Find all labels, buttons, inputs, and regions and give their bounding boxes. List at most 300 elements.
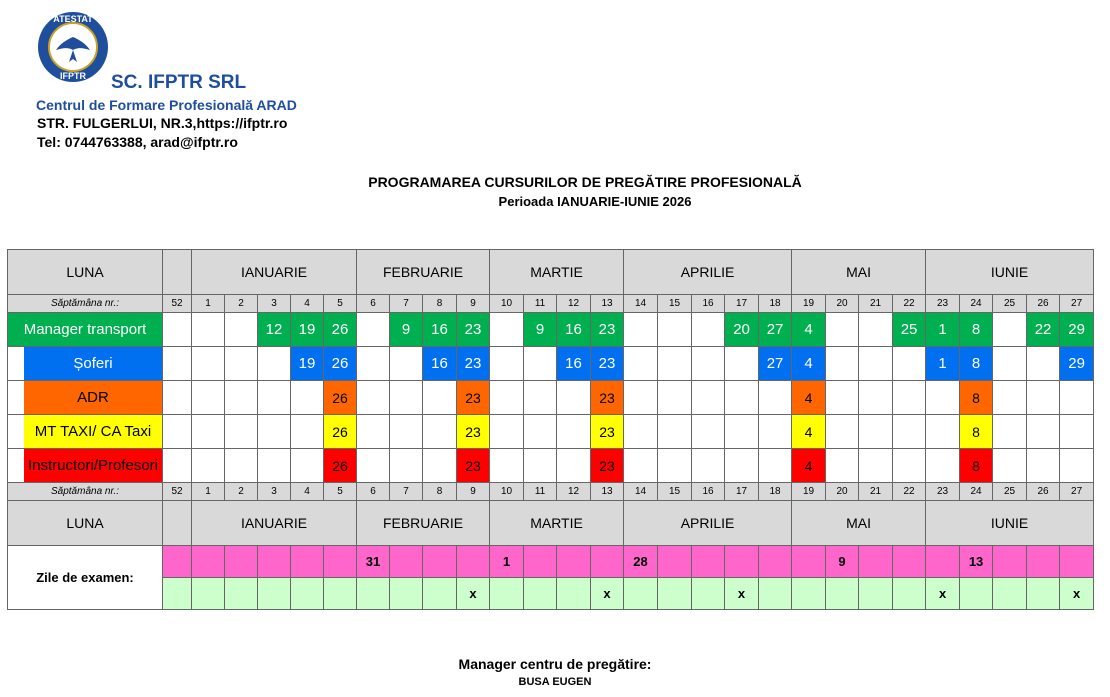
course-date-cell: 22 <box>1027 313 1060 347</box>
course-date-cell <box>423 381 457 415</box>
week-number: 2 <box>225 483 258 501</box>
exam-date-cell <box>692 546 725 578</box>
course-date-cell: 23 <box>591 415 624 449</box>
exam-date-cell <box>591 546 624 578</box>
course-date-cell <box>524 347 557 381</box>
course-date-cell: 26 <box>324 381 357 415</box>
week-number: 8 <box>423 295 457 313</box>
exam-mark-cell <box>291 578 324 610</box>
exam-mark-cell <box>524 578 557 610</box>
course-date-cell <box>692 415 725 449</box>
exam-mark-cell <box>859 578 893 610</box>
course-date-cell <box>357 347 390 381</box>
course-date-cell <box>692 449 725 483</box>
course-date-cell: 20 <box>725 313 759 347</box>
course-date-cell: 1 <box>926 313 960 347</box>
week-number: 7 <box>390 295 423 313</box>
exam-mark-cell <box>225 578 258 610</box>
week-number: 11 <box>524 483 557 501</box>
course-date-cell <box>192 449 225 483</box>
course-date-cell <box>225 313 258 347</box>
luna-label: LUNA <box>8 501 163 546</box>
company-address: STR. FULGERLUI, NR.3,https://ifptr.ro <box>37 115 288 131</box>
course-date-cell: 27 <box>759 347 792 381</box>
course-date-cell: 23 <box>457 449 490 483</box>
course-date-cell: 23 <box>457 415 490 449</box>
course-date-cell <box>692 381 725 415</box>
exam-date-cell <box>225 546 258 578</box>
exam-date-cell <box>759 546 792 578</box>
course-date-cell <box>192 313 225 347</box>
course-date-cell <box>163 381 192 415</box>
course-date-cell <box>658 313 692 347</box>
week-number: 13 <box>591 483 624 501</box>
week-number: 18 <box>759 295 792 313</box>
exam-date-cell: 9 <box>826 546 859 578</box>
week-number: 12 <box>557 483 591 501</box>
course-date-cell <box>993 347 1027 381</box>
course-row <box>8 449 1094 483</box>
course-date-cell <box>490 449 524 483</box>
course-date-cell <box>225 381 258 415</box>
course-date-cell <box>993 313 1027 347</box>
week-number: 3 <box>258 483 291 501</box>
week-number: 6 <box>357 295 390 313</box>
course-date-cell: 12 <box>258 313 291 347</box>
course-date-cell: 23 <box>457 347 490 381</box>
week-number: 24 <box>960 295 993 313</box>
month-aprilie: APRILIE <box>624 250 792 295</box>
course-date-cell: 8 <box>960 415 993 449</box>
course-date-cell <box>725 347 759 381</box>
document-period: Perioada IANUARIE-IUNIE 2026 <box>498 194 692 209</box>
course-date-cell <box>759 449 792 483</box>
week-number: 24 <box>960 483 993 501</box>
exam-mark-cell <box>792 578 826 610</box>
course-row <box>8 381 1094 415</box>
week-number: 12 <box>557 295 591 313</box>
exam-date-cell <box>457 546 490 578</box>
week-number: 15 <box>658 483 692 501</box>
course-date-cell <box>1027 347 1060 381</box>
course-date-cell <box>725 415 759 449</box>
course-date-cell <box>1060 381 1094 415</box>
week-number: 6 <box>357 483 390 501</box>
course-date-cell <box>390 449 423 483</box>
week-number: 14 <box>624 295 658 313</box>
course-date-cell <box>658 381 692 415</box>
exam-date-cell: 31 <box>357 546 390 578</box>
course-date-cell: 8 <box>960 313 993 347</box>
exam-mark-cell <box>357 578 390 610</box>
exam-mark-cell <box>490 578 524 610</box>
exam-date-cell <box>390 546 423 578</box>
company-subtitle: Centrul de Formare Profesională ARAD <box>36 97 297 113</box>
course-date-cell <box>163 449 192 483</box>
course-date-cell: 4 <box>792 449 826 483</box>
course-date-cell: 9 <box>390 313 423 347</box>
course-date-cell <box>390 381 423 415</box>
course-label: Șoferi <box>8 347 163 381</box>
course-date-cell <box>1027 415 1060 449</box>
exam-mark-cell <box>1027 578 1060 610</box>
exam-date-cell: 13 <box>960 546 993 578</box>
course-label: Manager transport <box>8 313 163 347</box>
signature-name: BUSA EUGEN <box>518 676 592 688</box>
course-date-cell <box>258 347 291 381</box>
course-row <box>8 347 1094 381</box>
course-date-cell <box>163 347 192 381</box>
course-date-cell <box>893 415 926 449</box>
week-number: 22 <box>893 483 926 501</box>
week-number: 8 <box>423 483 457 501</box>
month-martie: MARTIE <box>490 250 624 295</box>
course-date-cell <box>1060 449 1094 483</box>
course-date-cell <box>859 449 893 483</box>
course-date-cell <box>859 415 893 449</box>
course-date-cell <box>926 381 960 415</box>
exam-mark-cell <box>258 578 291 610</box>
course-date-cell: 8 <box>960 449 993 483</box>
exam-date-cell <box>1060 546 1094 578</box>
course-date-cell: 4 <box>792 381 826 415</box>
course-date-cell <box>993 415 1027 449</box>
course-date-cell <box>291 381 324 415</box>
course-date-cell: 27 <box>759 313 792 347</box>
week-number: 9 <box>457 483 490 501</box>
exam-date-cell: 28 <box>624 546 658 578</box>
week-number: 26 <box>1027 295 1060 313</box>
week-number: 14 <box>624 483 658 501</box>
course-date-cell <box>826 313 859 347</box>
week-number: 5 <box>324 483 357 501</box>
top-week-row <box>8 295 1094 313</box>
month-iunie: IUNIE <box>926 501 1094 546</box>
course-date-cell <box>926 415 960 449</box>
course-date-cell <box>225 347 258 381</box>
course-date-cell: 16 <box>423 313 457 347</box>
week-number: 25 <box>993 483 1027 501</box>
month-aprilie: APRILIE <box>624 501 792 546</box>
course-date-cell <box>357 415 390 449</box>
course-date-cell <box>357 449 390 483</box>
course-date-cell <box>658 347 692 381</box>
course-date-cell: 4 <box>792 347 826 381</box>
week-number: 18 <box>759 483 792 501</box>
course-date-cell <box>258 415 291 449</box>
course-date-cell <box>826 449 859 483</box>
exam-mark-cell <box>960 578 993 610</box>
exam-date-cell <box>725 546 759 578</box>
exam-mark-cell: x <box>457 578 490 610</box>
course-date-cell <box>725 449 759 483</box>
week-number: 20 <box>826 483 859 501</box>
week-number: 11 <box>524 295 557 313</box>
course-label: ADR <box>8 381 163 415</box>
exam-mark-cell: x <box>926 578 960 610</box>
week-number: 13 <box>591 295 624 313</box>
course-date-cell <box>490 415 524 449</box>
exam-mark-cell <box>324 578 357 610</box>
course-date-cell: 1 <box>926 347 960 381</box>
luna-label: LUNA <box>8 250 163 295</box>
week-number: 19 <box>792 295 826 313</box>
week-number: 23 <box>926 483 960 501</box>
month-februarie: FEBRUARIE <box>357 250 490 295</box>
top-month-row <box>8 250 1094 295</box>
exam-date-cell <box>524 546 557 578</box>
week-number: 52 <box>163 295 192 313</box>
course-date-cell <box>490 347 524 381</box>
exam-date-cell: 1 <box>490 546 524 578</box>
exam-date-cell <box>192 546 225 578</box>
exam-mark-cell: x <box>1060 578 1094 610</box>
month-blank <box>163 250 192 295</box>
month-martie: MARTIE <box>490 501 624 546</box>
logo-top-text: ATESTAT <box>53 14 93 24</box>
course-row <box>8 415 1094 449</box>
bottom-week-row <box>8 483 1094 501</box>
course-date-cell <box>859 381 893 415</box>
week-number: 25 <box>993 295 1027 313</box>
month-ianuarie: IANUARIE <box>192 501 357 546</box>
course-date-cell <box>524 381 557 415</box>
course-date-cell: 4 <box>792 313 826 347</box>
course-date-cell <box>524 415 557 449</box>
course-date-cell <box>163 415 192 449</box>
course-date-cell <box>258 381 291 415</box>
course-date-cell: 16 <box>557 347 591 381</box>
exam-date-cell <box>163 546 192 578</box>
course-date-cell <box>993 381 1027 415</box>
course-date-cell <box>893 381 926 415</box>
course-date-cell <box>624 347 658 381</box>
course-date-cell <box>692 347 725 381</box>
course-date-cell <box>926 449 960 483</box>
course-date-cell <box>859 347 893 381</box>
week-number: 17 <box>725 483 759 501</box>
course-date-cell <box>192 415 225 449</box>
course-date-cell <box>759 415 792 449</box>
course-date-cell <box>163 313 192 347</box>
course-date-cell <box>1027 449 1060 483</box>
month-iunie: IUNIE <box>926 250 1094 295</box>
course-date-cell <box>859 313 893 347</box>
course-date-cell <box>225 415 258 449</box>
course-date-cell: 16 <box>557 313 591 347</box>
course-date-cell <box>893 449 926 483</box>
week-number: 19 <box>792 483 826 501</box>
course-date-cell <box>192 347 225 381</box>
course-label: Instructori/Profesori <box>8 449 163 483</box>
week-number: 21 <box>859 483 893 501</box>
exam-dates-row <box>8 546 1094 578</box>
week-label: Săptămâna nr.: <box>8 483 163 501</box>
week-number: 4 <box>291 483 324 501</box>
signature-title: Manager centru de pregătire: <box>458 656 652 672</box>
month-blank <box>163 501 192 546</box>
exam-mark-cell <box>993 578 1027 610</box>
course-date-cell: 23 <box>591 347 624 381</box>
week-number: 4 <box>291 295 324 313</box>
course-date-cell <box>291 449 324 483</box>
course-date-cell <box>826 415 859 449</box>
exam-mark-cell <box>624 578 658 610</box>
exam-date-cell <box>557 546 591 578</box>
course-date-cell <box>624 381 658 415</box>
week-number: 21 <box>859 295 893 313</box>
logo-number: 99 <box>67 38 79 49</box>
course-date-cell <box>624 415 658 449</box>
exam-date-cell <box>324 546 357 578</box>
month-ianuarie: IANUARIE <box>192 250 357 295</box>
course-date-cell <box>390 415 423 449</box>
week-number: 16 <box>692 483 725 501</box>
month-mai: MAI <box>792 250 926 295</box>
course-date-cell: 4 <box>792 415 826 449</box>
course-date-cell: 29 <box>1060 313 1094 347</box>
exam-date-cell <box>423 546 457 578</box>
week-number: 2 <box>225 295 258 313</box>
week-number: 27 <box>1060 295 1094 313</box>
week-number: 10 <box>490 295 524 313</box>
week-number: 7 <box>390 483 423 501</box>
course-label: MT TAXI/ CA Taxi <box>8 415 163 449</box>
course-date-cell: 29 <box>1060 347 1094 381</box>
course-date-cell <box>624 313 658 347</box>
course-date-cell: 19 <box>291 313 324 347</box>
schedule-table <box>7 249 1094 610</box>
exam-mark-cell <box>759 578 792 610</box>
exam-date-cell <box>1027 546 1060 578</box>
course-date-cell <box>490 313 524 347</box>
course-date-cell: 16 <box>423 347 457 381</box>
course-date-cell: 19 <box>291 347 324 381</box>
exam-mark-cell <box>893 578 926 610</box>
course-date-cell <box>759 381 792 415</box>
exam-mark-cell <box>692 578 725 610</box>
course-date-cell <box>490 381 524 415</box>
course-date-cell: 23 <box>591 449 624 483</box>
week-number: 10 <box>490 483 524 501</box>
exam-mark-cell <box>390 578 423 610</box>
exam-mark-cell <box>163 578 192 610</box>
exam-date-cell <box>859 546 893 578</box>
course-date-cell <box>357 381 390 415</box>
month-mai: MAI <box>792 501 926 546</box>
course-date-cell <box>826 381 859 415</box>
week-number: 1 <box>192 483 225 501</box>
week-number: 22 <box>893 295 926 313</box>
course-date-cell <box>826 347 859 381</box>
course-date-cell <box>692 313 725 347</box>
exam-mark-cell <box>423 578 457 610</box>
week-number: 9 <box>457 295 490 313</box>
course-date-cell: 26 <box>324 313 357 347</box>
course-date-cell <box>357 313 390 347</box>
course-date-cell: 23 <box>457 313 490 347</box>
document-title: PROGRAMAREA CURSURILOR DE PREGĂTIRE PROFESIONALĂ <box>368 174 802 190</box>
course-date-cell <box>524 449 557 483</box>
exam-date-cell <box>658 546 692 578</box>
exam-marks-row <box>8 578 1094 610</box>
week-number: 20 <box>826 295 859 313</box>
course-date-cell <box>993 449 1027 483</box>
exam-mark-cell <box>557 578 591 610</box>
month-februarie: FEBRUARIE <box>357 501 490 546</box>
week-number: 1 <box>192 295 225 313</box>
course-date-cell <box>624 449 658 483</box>
exam-date-cell <box>291 546 324 578</box>
exam-date-cell <box>258 546 291 578</box>
course-date-cell: 23 <box>457 381 490 415</box>
exam-mark-cell <box>658 578 692 610</box>
week-number: 27 <box>1060 483 1094 501</box>
company-logo <box>36 10 110 84</box>
course-date-cell <box>291 415 324 449</box>
course-row <box>8 313 1094 347</box>
company-name: SC. IFPTR SRL <box>111 72 247 93</box>
course-date-cell <box>1060 415 1094 449</box>
week-number: 52 <box>163 483 192 501</box>
course-date-cell: 8 <box>960 347 993 381</box>
course-date-cell <box>557 449 591 483</box>
course-date-cell <box>192 381 225 415</box>
week-number: 23 <box>926 295 960 313</box>
course-date-cell <box>258 449 291 483</box>
course-date-cell <box>725 381 759 415</box>
course-date-cell: 8 <box>960 381 993 415</box>
course-date-cell <box>390 347 423 381</box>
course-date-cell <box>557 415 591 449</box>
exam-mark-cell: x <box>725 578 759 610</box>
course-date-cell: 26 <box>324 347 357 381</box>
exam-label: Zile de examen: <box>8 546 163 610</box>
exam-mark-cell <box>192 578 225 610</box>
course-date-cell <box>658 449 692 483</box>
exam-mark-cell: x <box>591 578 624 610</box>
course-date-cell: 23 <box>591 313 624 347</box>
week-number: 17 <box>725 295 759 313</box>
week-number: 16 <box>692 295 725 313</box>
week-label: Săptămâna nr.: <box>8 295 163 313</box>
course-date-cell: 26 <box>324 449 357 483</box>
course-date-cell <box>557 381 591 415</box>
bottom-month-row <box>8 501 1094 546</box>
exam-date-cell <box>926 546 960 578</box>
course-date-cell <box>893 347 926 381</box>
exam-date-cell <box>792 546 826 578</box>
course-date-cell: 25 <box>893 313 926 347</box>
company-contact: Tel: 0744763388, arad@ifptr.ro <box>37 134 238 150</box>
week-number: 5 <box>324 295 357 313</box>
exam-date-cell <box>993 546 1027 578</box>
course-date-cell <box>1027 381 1060 415</box>
week-number: 15 <box>658 295 692 313</box>
course-date-cell <box>423 449 457 483</box>
course-date-cell: 23 <box>591 381 624 415</box>
course-date-cell: 9 <box>524 313 557 347</box>
week-number: 3 <box>258 295 291 313</box>
week-number: 26 <box>1027 483 1060 501</box>
course-date-cell <box>423 415 457 449</box>
course-date-cell: 26 <box>324 415 357 449</box>
logo-bottom-text: IFPTR <box>60 71 86 81</box>
course-date-cell <box>225 449 258 483</box>
exam-date-cell <box>893 546 926 578</box>
exam-mark-cell <box>826 578 859 610</box>
course-date-cell <box>658 415 692 449</box>
